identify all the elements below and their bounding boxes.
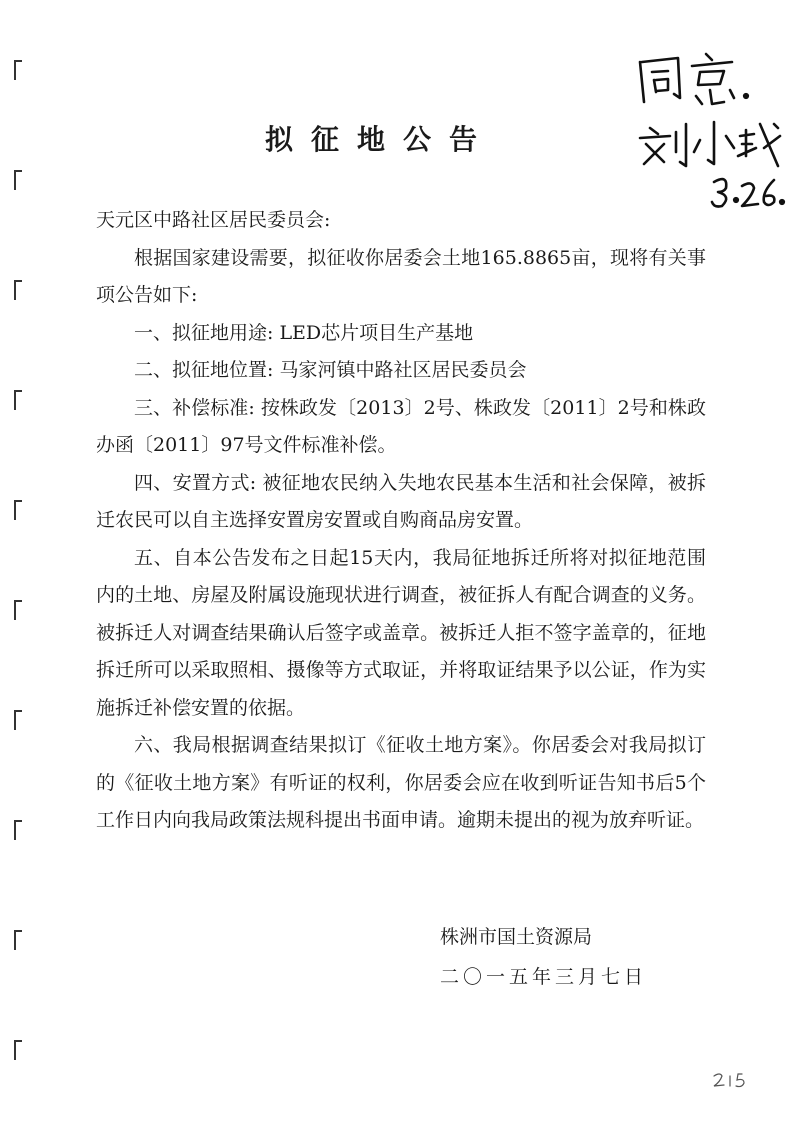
binding-mark <box>14 1040 22 1060</box>
binding-mark <box>14 710 22 730</box>
signature-block <box>440 917 647 997</box>
binding-mark <box>14 60 22 80</box>
binding-mark <box>14 500 22 520</box>
binding-mark <box>14 280 22 300</box>
paragraph-resettlement: 四、安置方式: 被征地农民纳入失地农民基本生活和社会保障，被拆迁农民可以自主选择安置房安置或自购商品房安置。 <box>96 471 706 531</box>
binding-mark <box>14 600 22 620</box>
paragraph-investigation: 五、自本公告发布之日起15天内，我局征地拆迁所将对拟征地范围内的土地、房屋及附属设施现状进行调查，被征拆人有配合调查的义务。被拆迁人对调查结果确认后签字或盖章。被拆迁人拒不签字盖章的，征地拆迁所可以采取照相、摄像等方式取证，并将取证结果予以公证，作为实施拆迁补偿安置的依据。 <box>96 546 706 719</box>
paragraph-purpose: 一、拟征地用途: LED芯片项目生产基地 <box>134 321 474 344</box>
issue-date: 二〇一五年三月七日 <box>440 966 648 988</box>
paragraph-hearing: 六、我局根据调查结果拟订《征收土地方案》。你居委会对我局拟订的《征收土地方案》有听证的权利，你居委会应在收到听证告知书后5个工作日内向我局政策法规科提出书面申请。逾期未提出的视为放弃听证。 <box>96 734 706 831</box>
addressee: 天元区中路社区居民委员会: <box>96 209 331 231</box>
paragraph-intro: 根据国家建设需要，拟征收你居委会土地165.8865亩，现将有关事项公告如下: <box>96 246 706 306</box>
page-title: 拟征地公告 <box>264 123 495 156</box>
handwritten-page-number <box>712 1070 762 1090</box>
issuer: 株洲市国土资源局 <box>440 926 593 948</box>
binding-mark <box>14 820 22 840</box>
binding-mark <box>14 170 22 190</box>
paragraph-compensation: 三、补偿标准: 按株政发〔2013〕2号、株政发〔2011〕2号和株政办函〔2011〕97号文件标准补偿。 <box>96 396 706 456</box>
binding-mark <box>14 930 22 950</box>
paragraph-location: 二、拟征地位置: 马家河镇中路社区居民委员会 <box>134 359 527 381</box>
binding-mark <box>14 390 22 410</box>
notice-body <box>96 202 706 840</box>
